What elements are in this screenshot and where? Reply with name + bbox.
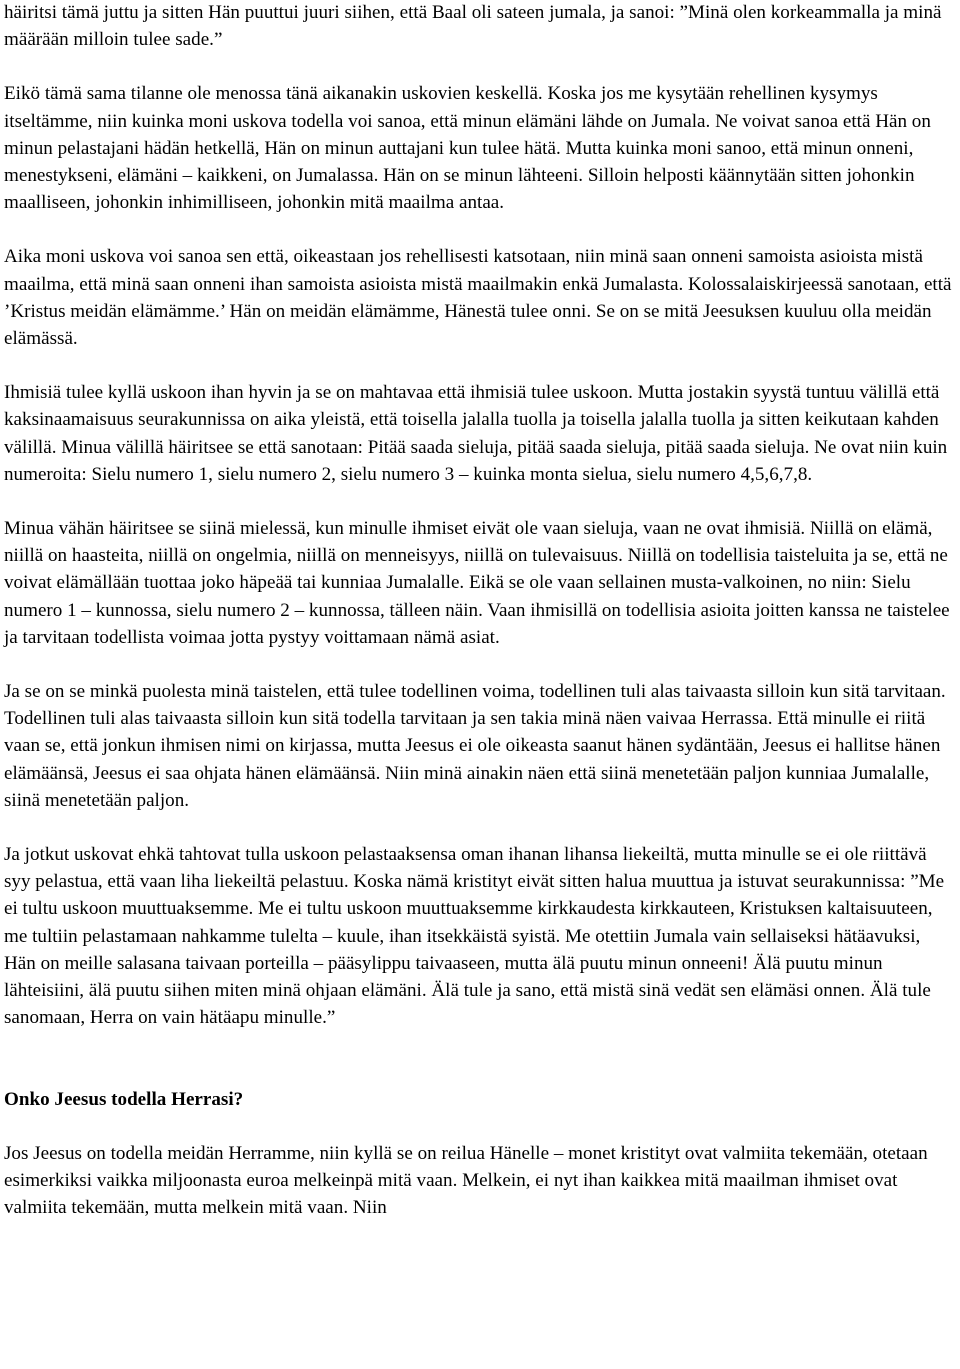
paragraph-baal: häiritsi tämä juttu ja sitten Hän puuttui juuri siihen, että Baal oli sateen jumala, ja sanoi: ”Minä olen korkeammalla ja minä määrään milloin tulee sade.” — [4, 2, 942, 51]
paragraph-lahde: Eikö tämä sama tilanne ole menossa tänä aikanakin uskovien keskellä. Koska jos me kysytään rehellinen kysymys itseltämme, niin kuinka moni uskova todella voi sanoa, että minun elämäni lähde on Jumala. Ne voivat sanoa että Hän on minun pelastajani hädän hetkellä, Hän on minun auttajani kun tulee hätä. Mutta kuinka moni sanoo, että minun onneni, menestykseni, elämäni – kaikkeni, on Jumalassa. Hän on se minun lähteeni. Silloin helposti käännytään sitten johonkin maalliseen, johonkin inhimilliseen, johonkin mitä maailma antaa. — [4, 83, 931, 214]
paragraph-sielut: Ihmisiä tulee kyllä uskoon ihan hyvin ja se on mahtavaa että ihmisiä tulee uskoon. Mutta jostakin syystä tuntuu välillä että kaksinaamaisuus seurakunnissa on aika yleistä, että toisella jalalla tuolla ja toisella jalalla tuolla ja sitten keikutaan kahden välillä. Minua välillä häiritsee se että sanotaan: Pitää saada sieluja, pitää saada sieluja, pitää saada sieluja. Ne ovat niin kuin numeroita: Sielu numero 1, sielu numero 2, sielu numero 3 – kuinka monta sielua, sielu numero 4,5,6,7,8. — [4, 382, 948, 485]
section-heading: Onko Jeesus todella Herrasi? — [4, 1088, 244, 1110]
paragraph-voima: Ja se on se minkä puolesta minä taistelen, että tulee todellinen voima, todellinen tuli alas taivaasta silloin kun sitä tarvitaan. Todellinen tuli alas taivaasta silloin kun sitä todella tarvitaan ja sen takia minä näen vaivaa Herrassa. Että minulle ei riitä vaan se, että jonkun ihmisen nimi on kirjassa, mutta Jeesus ei ole oikeasta saanut hänen sydäntään, Jeesus ei hallitse hänen elämäänsä, Jeesus ei saa ohjata hänen elämäänsä. Niin minä ainakin näen että siinä menetetään paljon kunniaa Jumalalle, siinä menetetään paljon. — [4, 681, 946, 811]
paragraph-ihmiset: Minua vähän häiritsee se siinä mielessä, kun minulle ihmiset eivät ole vaan sieluja, vaan ne ovat ihmisiä. Niillä on elämä, niillä on haasteita, niillä on ongelmia, niillä on menneisyys, niillä on tulevaisuus. Niillä on todellisia taisteluita ja se, että ne voivat elämällään tuottaa joko häpeää tai kunniaa Jumalalle. Eikä se ole vaan sellainen musta-valkoinen, no niin: Sielu numero 1 – kunnossa, sielu numero 2 – kunnossa, tälleen näin. Vaan ihmisillä on todellisia asioita joitten kanssa ne taistelee ja tarvitaan todellista voimaa jotta pystyy voittamaan nämä asiat. — [4, 518, 950, 648]
paragraph-onni: Aika moni uskova voi sanoa sen että, oikeastaan jos rehellisesti katsotaan, niin minä saan onneni samoista asioista mistä maailma, että minä saan onneni ihan samoista asioista mistä maailmakin enkä Jumalasta. Kolossalaiskirjeessä sanotaan, että ’Kristus meidän elämämme.’ Hän on meidän elämämme, Hänestä tulee onni. Se on se mitä Jeesuksen kuuluu olla meidän elämässä. — [4, 246, 952, 350]
paragraph-pelastus: Ja jotkut uskovat ehkä tahtovat tulla uskoon pelastaaksensa oman ihanan lihansa liekeiltä, mutta minulle se ei ole riittävä syy pelastua, että vaan liha liekeiltä pelastuu. Koska nämä kristityt eivät sitten halua muuttua ja istuvat seurakunnissa: ”Me ei tultu uskoon muuttuaksemme. Me ei tultu uskoon muuttuaksemme kirkkaudesta kirkkauteen, Kristuksen kaltaisuuteen, me tultiin pelastamaan nahkamme tulelta – kuule, ihan itsekkäistä syistä. Me otettiin Jumala vain sellaiseksi hätäavuksi, Hän on meille salasana taivaan porteilla – pääsylippu taivaaseen, mutta älä puutu minun onneeni! Älä puutu minun lähteisiini, älä puutu siihen miten minä ohjaan elämäni. Älä tule ja sano, että mistä sinä vedät sen elämäsi onnen. Älä tule sanomaan, Herra on vain hätäapu minulle.” — [4, 844, 945, 1029]
document-page — [4, 0, 954, 1221]
paragraph-herra: Jos Jeesus on todella meidän Herramme, niin kyllä se on reilua Hänelle – monet kristityt ovat valmiita tekemään, otetaan esimerkiksi vaikka miljoonasta euroa melkeinpä mitä vaan. Melkein, ei nyt ihan kaikkea mitä maailman ihmiset ovat valmiita tekemään, mutta melkein mitä vaan. Niin — [4, 1142, 928, 1219]
